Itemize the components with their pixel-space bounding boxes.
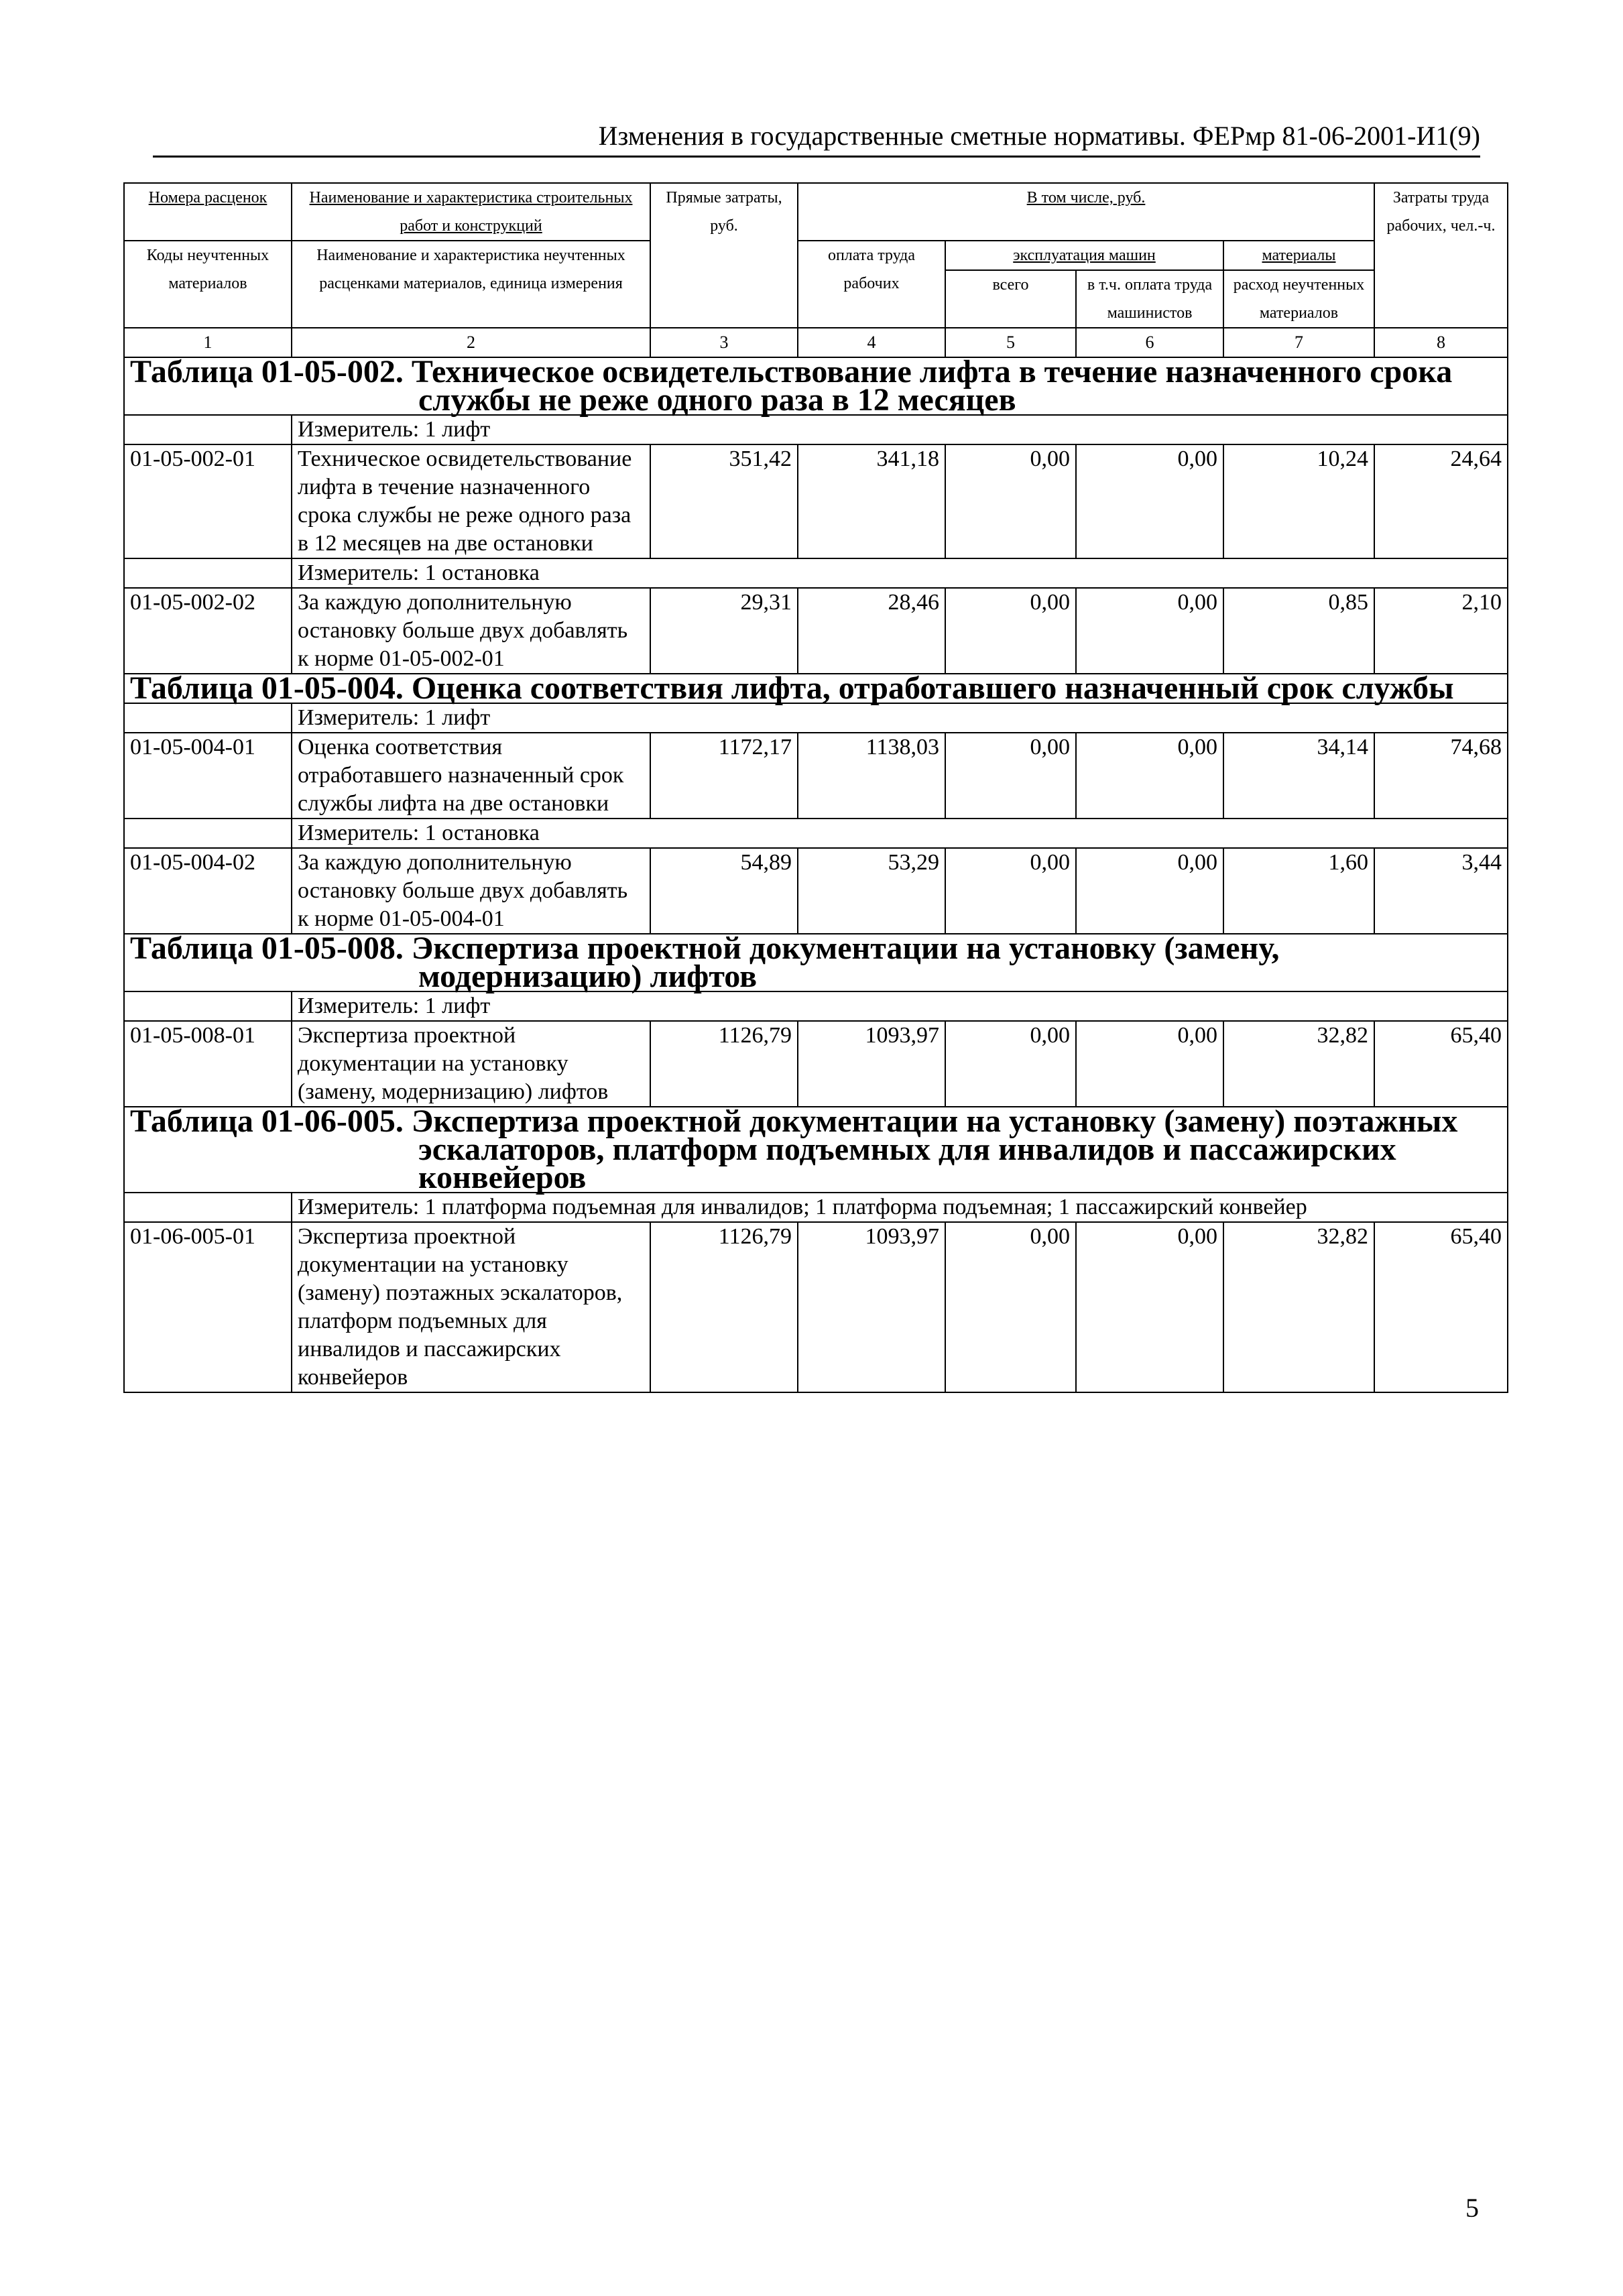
running-head: [153, 121, 1480, 158]
direct-costs: 1172,17: [650, 733, 798, 819]
machines-pay: 0,00: [1076, 733, 1223, 819]
table-title-line: модернизацию) лифтов: [418, 959, 758, 994]
table-row: [124, 733, 1508, 819]
worker-pay: 341,18: [798, 444, 945, 558]
column-number: 5: [945, 328, 1076, 357]
materials: 1,60: [1223, 848, 1374, 934]
header-direct-costs: Прямые затраты, руб.: [650, 183, 798, 328]
header-pay: оплата труда рабочих: [798, 241, 945, 328]
header-machines-total: всего: [945, 270, 1076, 328]
unit-row: [124, 991, 1508, 1021]
rate-name: Экспертиза проектной документации на установку (замену) поэтажных эскалаторов, платформ подъемных для инвалидов и пассажирских конвейеров: [292, 1222, 650, 1392]
unit-empty-cell: [124, 415, 292, 444]
header-materials-sub: расход неучтенных материалов: [1223, 270, 1374, 328]
rate-code: 01-05-002-01: [124, 444, 292, 558]
rate-code: 01-05-004-01: [124, 733, 292, 819]
labor: 24,64: [1374, 444, 1508, 558]
worker-pay: 53,29: [798, 848, 945, 934]
header-col2-top: Наименование и характеристика строительных работ и конструкций: [292, 183, 650, 241]
materials: 0,85: [1223, 588, 1374, 674]
table-title-row: [124, 357, 1508, 415]
table-title: [124, 354, 1508, 418]
direct-costs: 54,89: [650, 848, 798, 934]
table-title-line: эскалаторов, платформ подъемных для инвалидов и пассажирских: [418, 1132, 1396, 1167]
table-title: [124, 1103, 1508, 1195]
table-title-line: службы не реже одного раза в 12 месяцев: [418, 382, 1016, 418]
header-labor: Затраты труда рабочих, чел.-ч.: [1374, 183, 1508, 328]
unit-empty-cell: [124, 703, 292, 733]
direct-costs: 1126,79: [650, 1222, 798, 1392]
machines-total: 0,00: [945, 1222, 1076, 1392]
table-row: [124, 1222, 1508, 1392]
header-col1-top: Номера расценок: [124, 183, 292, 241]
machines-total: 0,00: [945, 848, 1076, 934]
unit-label: Измеритель: 1 остановка: [292, 819, 1508, 848]
column-number: 8: [1374, 328, 1508, 357]
estimate-table: [123, 182, 1508, 1393]
header-col2-bottom: Наименование и характеристика неучтенных расценками материалов, единица измерения: [292, 241, 650, 328]
table-title-row: [124, 934, 1508, 991]
worker-pay: 1093,97: [798, 1222, 945, 1392]
rate-code: 01-05-004-02: [124, 848, 292, 934]
table-title-line: Таблица 01-05-004. Оценка соответствия лифта, отработавшего назначенный срок службы: [130, 670, 1454, 706]
rate-name: Оценка соответствия отработавшего назначенный срок службы лифта на две остановки: [292, 733, 650, 819]
machines-total: 0,00: [945, 588, 1076, 674]
worker-pay: 1138,03: [798, 733, 945, 819]
materials: 32,82: [1223, 1222, 1374, 1392]
header-machines: эксплуатация машин: [945, 241, 1223, 270]
unit-row: [124, 819, 1508, 848]
direct-costs: 29,31: [650, 588, 798, 674]
header-including: В том числе, руб.: [798, 183, 1374, 241]
page-number: 5: [1465, 2193, 1479, 2223]
machines-pay: 0,00: [1076, 1021, 1223, 1107]
running-head-text: Изменения в государственные сметные нормативы. ФЕРмр 81-06-2001-И1(9): [598, 121, 1480, 151]
machines-total: 0,00: [945, 733, 1076, 819]
table-row: [124, 1021, 1508, 1107]
table-row: [124, 588, 1508, 674]
table-title-line: Таблица 01-05-002. Техническое освидетельствование лифта в течение назначенного срока: [130, 354, 1453, 389]
unit-label: Измеритель: 1 лифт: [292, 415, 1508, 444]
direct-costs: 1126,79: [650, 1021, 798, 1107]
column-number-row: [124, 328, 1508, 357]
machines-pay: 0,00: [1076, 1222, 1223, 1392]
header-machines-pay: в т.ч. оплата труда машинистов: [1076, 270, 1223, 328]
table-title-row: [124, 674, 1508, 703]
unit-label: Измеритель: 1 лифт: [292, 703, 1508, 733]
labor: 74,68: [1374, 733, 1508, 819]
unit-row: [124, 1193, 1508, 1222]
table-header-row: [124, 241, 1508, 270]
table-title-line: конвейеров: [418, 1160, 587, 1195]
unit-row: [124, 703, 1508, 733]
labor: 65,40: [1374, 1021, 1508, 1107]
table-title-line: Таблица 01-06-005. Экспертиза проектной документации на установку (замену) поэтажных: [130, 1103, 1458, 1139]
rate-code: 01-05-002-02: [124, 588, 292, 674]
machines-pay: 0,00: [1076, 588, 1223, 674]
rate-name: За каждую дополнительную остановку больше двух добавлять к норме 01-05-004-01: [292, 848, 650, 934]
labor: 2,10: [1374, 588, 1508, 674]
rate-name: За каждую дополнительную остановку больше двух добавлять к норме 01-05-002-01: [292, 588, 650, 674]
table-title: [124, 930, 1508, 994]
table-row: [124, 444, 1508, 558]
machines-total: 0,00: [945, 1021, 1076, 1107]
table-header-row: [124, 183, 1508, 241]
table-title: [124, 670, 1508, 706]
column-number: 1: [124, 328, 292, 357]
materials: 34,14: [1223, 733, 1374, 819]
table-title-row: [124, 1107, 1508, 1193]
rate-name: Техническое освидетельствование лифта в течение назначенного срока службы не реже одного раза в 12 месяцев на две остановки: [292, 444, 650, 558]
machines-total: 0,00: [945, 444, 1076, 558]
labor: 65,40: [1374, 1222, 1508, 1392]
unit-empty-cell: [124, 991, 292, 1021]
header-materials: материалы: [1223, 241, 1374, 270]
rate-code: 01-06-005-01: [124, 1222, 292, 1392]
unit-label: Измеритель: 1 платформа подъемная для инвалидов; 1 платформа подъемная; 1 пассажирский конвейер: [292, 1193, 1508, 1222]
unit-empty-cell: [124, 558, 292, 588]
rate-name: Экспертиза проектной документации на установку (замену, модернизацию) лифтов: [292, 1021, 650, 1107]
column-number: 3: [650, 328, 798, 357]
machines-pay: 0,00: [1076, 848, 1223, 934]
unit-label: Измеритель: 1 лифт: [292, 991, 1508, 1021]
column-number: 6: [1076, 328, 1223, 357]
table-row: [124, 848, 1508, 934]
column-number: 7: [1223, 328, 1374, 357]
unit-row: [124, 415, 1508, 444]
unit-label: Измеритель: 1 остановка: [292, 558, 1508, 588]
worker-pay: 1093,97: [798, 1021, 945, 1107]
worker-pay: 28,46: [798, 588, 945, 674]
machines-pay: 0,00: [1076, 444, 1223, 558]
materials: 10,24: [1223, 444, 1374, 558]
rate-code: 01-05-008-01: [124, 1021, 292, 1107]
unit-row: [124, 558, 1508, 588]
column-number: 4: [798, 328, 945, 357]
labor: 3,44: [1374, 848, 1508, 934]
unit-empty-cell: [124, 1193, 292, 1222]
materials: 32,82: [1223, 1021, 1374, 1107]
table-title-line: Таблица 01-05-008. Экспертиза проектной документации на установку (замену,: [130, 930, 1280, 966]
header-col1-bottom: Коды неучтенных материалов: [124, 241, 292, 328]
column-number: 2: [292, 328, 650, 357]
direct-costs: 351,42: [650, 444, 798, 558]
unit-empty-cell: [124, 819, 292, 848]
